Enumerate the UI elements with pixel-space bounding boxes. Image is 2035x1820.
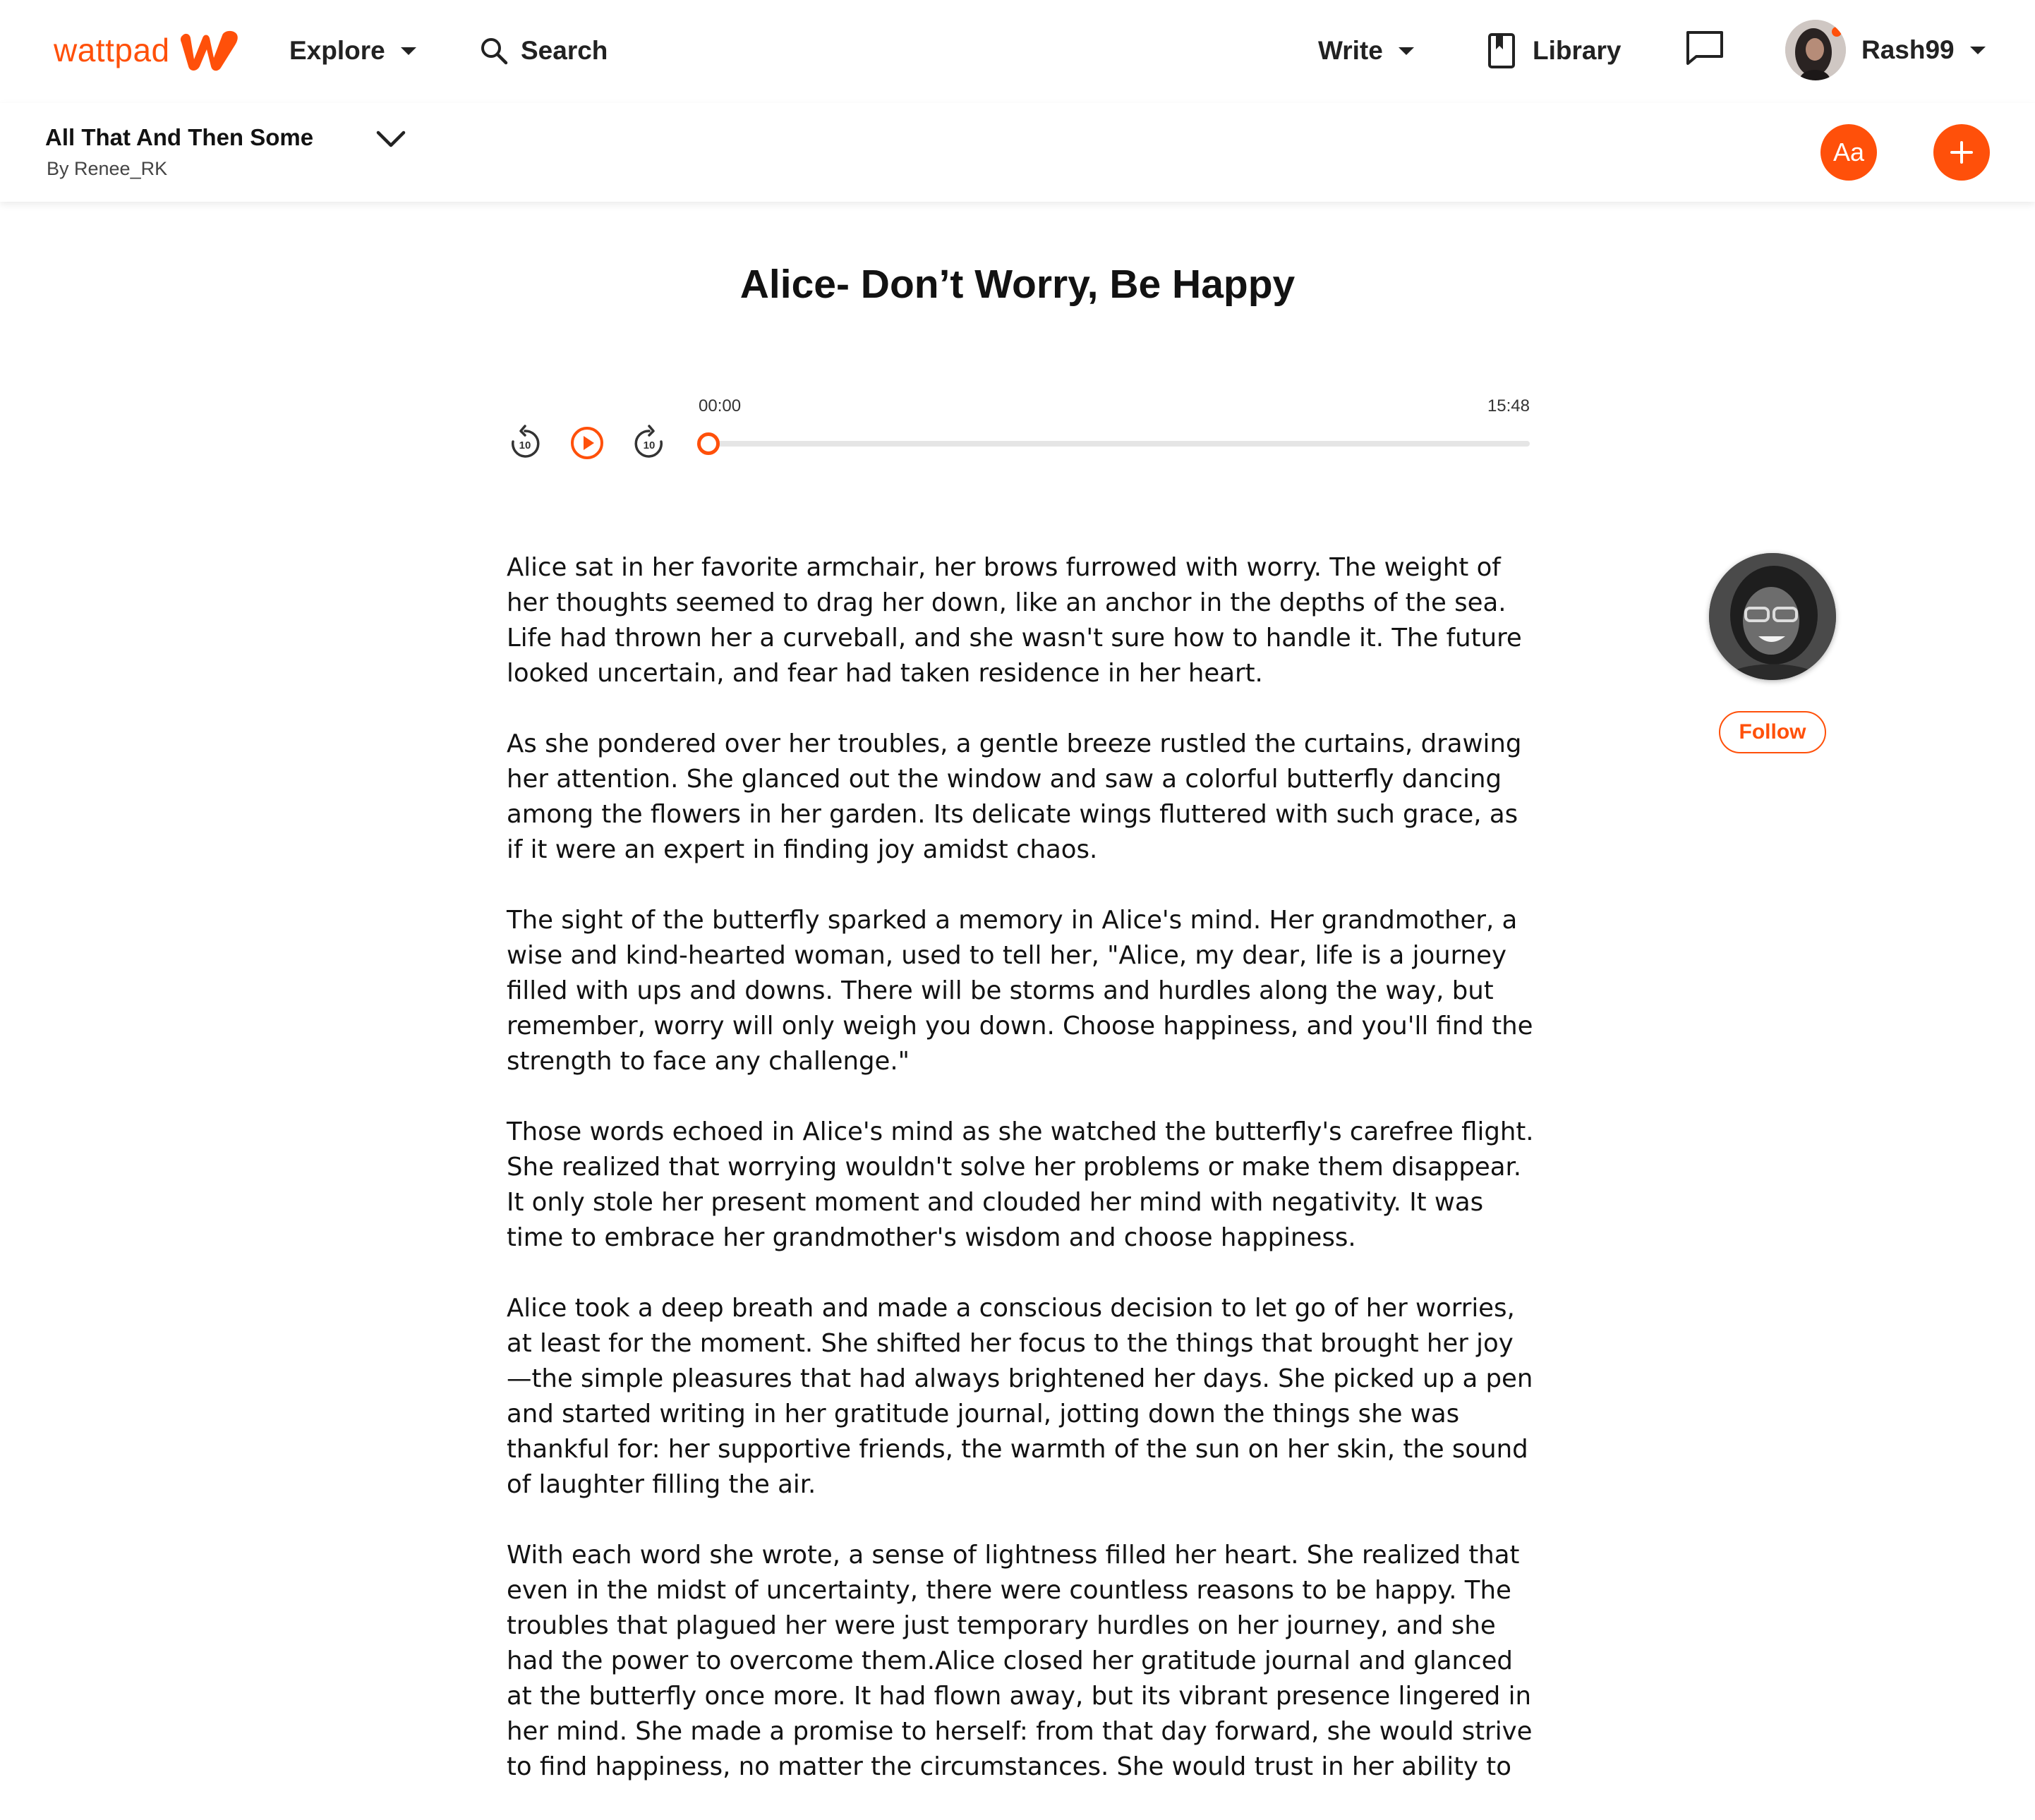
write-menu[interactable] [1318,31,1414,71]
audio-player [507,387,1530,471]
username-label: Rash99 [1861,35,1955,64]
duration-time: 15:48 [1487,396,1530,415]
write-label: Write [1318,36,1383,65]
library-label: Library [1533,36,1622,65]
font-settings-button[interactable] [1820,124,1877,181]
story-author[interactable]: By Renee_RK [47,158,168,179]
story-title[interactable]: All That And Then Some [45,124,314,150]
svg-text:10: 10 [519,439,531,451]
story-paragraph: Those words echoed in Alice's mind as she watched the butterfly's carefree flight. She realized that worrying wouldn't solve her problems or make them disappear. It only stole her present moment and clouded her mind with negativity. It was time to embrace her grandmother's wisdom and choose happiness. [507,1117,1534,1252]
story-paragraph: With each word she wrote, a sense of lightness filled her heart. She realized that even in the midst of uncertainty, there were countless reasons to be happy. The troubles that plagued her were just temporary hurdles on her journey, and she had the power to overcome them.Alice closed her gratitude journal and glanced at the butterfly once more. It had flown away, but its vibrant presence lingered in her mind. She made a promise to herself: from that day forward, she would strive to find happiness, no matter the circumstances. She would trust in her ability to [507,1541,1533,1781]
caret-down-icon [401,47,416,55]
messages-button[interactable] [1685,28,1725,68]
author-photo-icon [1709,553,1836,680]
story-paragraph: Alice sat in her favorite armchair, her brows furrowed with worry. The weight of her thoughts seemed to drag her down, like an anchor in the depths of the sea. Life had thrown her a curveball, and she wasn't sure how to handle it. The future looked uncertain, and fear had taken residence in her heart. [507,553,1522,688]
caret-down-icon [1970,47,1986,54]
top-navigation [0,0,2035,103]
story-header-bar [0,103,2035,202]
follow-button[interactable]: Follow [1719,711,1826,753]
play-icon[interactable] [569,425,605,461]
search-label: Search [521,36,608,65]
author-avatar[interactable] [1709,553,1836,680]
wattpad-logo[interactable] [54,28,239,72]
logo-wordmark: wattpad [54,32,170,68]
font-settings-label: Aa [1832,138,1865,166]
story-body [507,550,1537,1820]
message-icon [1685,30,1725,66]
wattpad-w-icon [179,28,239,72]
search-button[interactable] [480,31,608,71]
chevron-down-icon[interactable] [375,128,406,150]
progress-thumb[interactable] [697,432,720,455]
current-time: 00:00 [699,396,742,415]
user-avatar [1785,20,1846,80]
add-to-list-button[interactable] [1933,124,1990,181]
library-link[interactable] [1487,31,1621,71]
story-paragraph: The sight of the butterfly sparked a memory in Alice's mind. Her grandmother, a wise and kind-hearted woman, used to tell her, "Alice, my dear, life is a journey filled with ups and downs. There will be storms and hurdles along the way, but remember, worry will only weigh you down. Choose happiness, and you'll find the strength to face any challenge." [507,906,1533,1076]
svg-text:10: 10 [643,439,656,451]
forward-10-icon[interactable] [631,425,668,461]
explore-menu[interactable] [289,31,416,71]
part-title: Alice- Don’t Worry, Be Happy [739,262,1296,307]
story-paragraph: As she pondered over her troubles, a gentle breeze rustled the curtains, drawing her attention. She glanced out the window and saw a colorful butterfly dancing among the flowers in her garden. Its delicate wings fluttered with such grace, as if it were an expert in finding joy amidst chaos. [507,729,1522,864]
plus-icon [1949,140,1974,165]
caret-down-icon [1399,47,1414,55]
search-icon [480,37,508,65]
profile-menu[interactable] [1785,20,1986,80]
story-paragraph: Alice took a deep breath and made a conscious decision to let go of her worries, at least for the moment. She shifted her focus to the things that brought her joy—the simple pleasures that had always brightened her days. She picked up a pen and started writing in her gratitude journal, jotting down the things she was thankful for: her supportive friends, the warmth of the sun on her skin, the sound of laughter filling the air. [507,1294,1533,1499]
explore-label: Explore [289,36,385,65]
progress-track[interactable] [708,441,1530,447]
library-bookmark-icon [1487,32,1516,69]
rewind-10-icon[interactable] [507,425,543,461]
notification-dot [1832,27,1842,37]
